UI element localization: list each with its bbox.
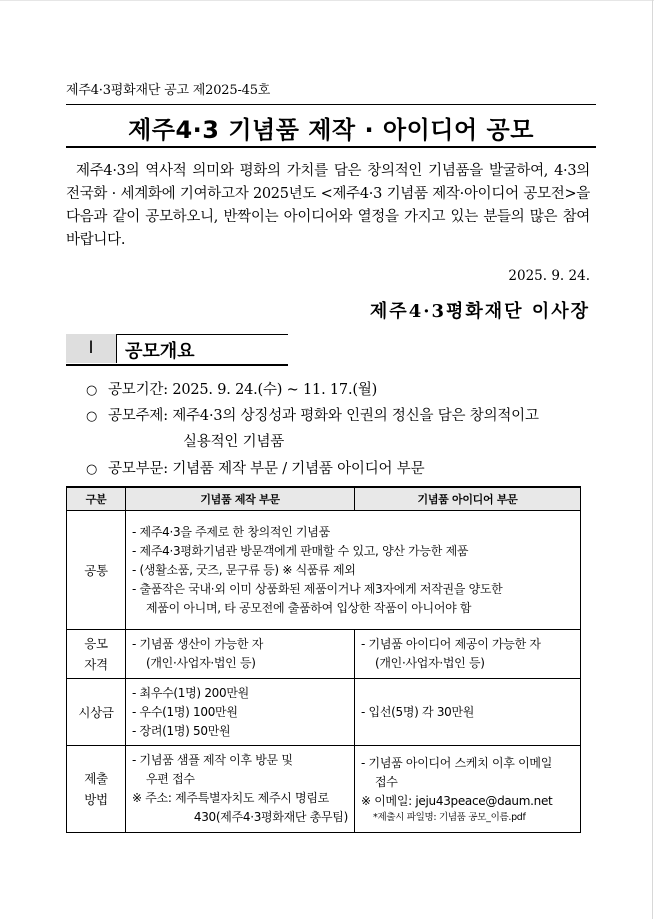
submission-production-line: ※ 주소: 제주특별자치도 제주시 명림로: [132, 791, 329, 805]
eligibility-idea: [355, 630, 581, 679]
submission-label-1: 제출: [84, 771, 108, 786]
submission-idea: [355, 746, 581, 833]
table-row-common: [67, 511, 581, 630]
bullet-theme: [86, 404, 539, 425]
eligibility-label-1: 응모: [84, 636, 108, 651]
prize-idea: - 입선(5명) 각 30만원: [355, 679, 581, 746]
circle-bullet-icon: ○: [86, 409, 98, 424]
category-text: 공모부문: 기념품 제작 부문 / 기념품 아이디어 부문: [108, 461, 425, 477]
submission-label-2: 방법: [84, 792, 108, 807]
common-cell: [126, 511, 581, 630]
eligibility-production: [126, 630, 355, 679]
row-label-common: 공통: [67, 511, 126, 630]
header-production: 기념품 제작 부문: [126, 487, 355, 511]
row-label-eligibility: [67, 630, 126, 679]
circle-bullet-icon: ○: [86, 462, 98, 477]
table-row-submission: [67, 746, 581, 833]
common-line: - (생활소품, 굿즈, 문구류 등) ※ 식품류 제외: [132, 562, 356, 577]
prize-production: [126, 679, 355, 746]
common-line: - 제주4·3을 주제로 한 창의적인 기념품: [132, 524, 330, 539]
prize-line: - 우수(1명) 100만원: [132, 704, 238, 719]
announcement-date: 2025. 9. 24.: [508, 268, 590, 284]
header-kind: 구분: [67, 487, 126, 511]
page-right-border: [652, 0, 653, 919]
contest-overview-table: [66, 486, 581, 833]
page-title: 제주4·3 기념품 제작 · 아이디어 공모: [128, 116, 534, 144]
notice-number: 제주4·3평화재단 공고 제2025-45호: [66, 83, 271, 98]
theme-continuation: 실용적인 기념품: [183, 434, 285, 450]
eligibility-label-2: 자격: [84, 657, 108, 672]
submission-idea-line: - 기념품 아이디어 스케치 이후 이메일: [361, 755, 552, 770]
submission-email: ※ 이메일: jeju43peace@daum.net: [361, 793, 553, 808]
title-bottom-rule: [66, 146, 596, 148]
common-line: 제품이 아니며, 타 공모전에 출품하여 입상한 작품이 아니어야 함: [146, 600, 472, 615]
eligibility-production-line: (개인·사업자·법인 등): [146, 656, 256, 670]
circle-bullet-icon: ○: [86, 383, 98, 398]
common-line: - 제주4·3평화기념관 방문객에게 판매할 수 있고, 양산 가능한 제품: [132, 543, 469, 558]
common-line: - 출품작은 국내·외 이미 상품화된 제품이거나 제3자에게 저작권을 양도한: [132, 581, 503, 596]
eligibility-production-line: - 기념품 생산이 가능한 자: [132, 637, 264, 651]
bullet-category: [86, 457, 424, 478]
prize-line: - 장려(1명) 50만원: [132, 723, 231, 738]
eligibility-idea-line: (개인·사업자·법인 등): [375, 656, 485, 670]
submission-production-line: 우편 접수: [146, 772, 195, 786]
row-label-prize: 시상금: [67, 679, 126, 746]
prize-line: - 최우수(1명) 200만원: [132, 685, 249, 700]
eligibility-idea-line: - 기념품 아이디어 제공이 가능한 자: [361, 637, 541, 651]
period-text: 공모기간: 2025. 9. 24.(수) ~ 11. 17.(월): [108, 382, 378, 398]
submission-production-line: 430(제주4·3평화재단 총무팀): [193, 810, 348, 824]
issuer-name: 제주4·3평화재단 이사장: [369, 301, 590, 322]
title-top-rule: [66, 104, 596, 105]
table-row-eligibility: [67, 630, 581, 679]
submission-production: [126, 746, 355, 833]
bullet-period: [86, 378, 377, 399]
table-header-row: [67, 487, 581, 511]
section-title: 공모개요: [125, 341, 195, 362]
submission-production-line: - 기념품 샘플 제작 이후 방문 및: [132, 753, 293, 767]
submission-idea-line: 접수: [375, 774, 398, 789]
intro-paragraph: 제주4·3의 역사적 의미와 평화의 가치를 담은 창의적인 기념품을 발굴하여, 4·3의 전국화 · 세계화에 기여하고자 2025년도 <제주4·3 기념품 제작·아이디어 공모전>을 다음과 같이 공모하오니, 반짝이는 아이디어와 열정을 가지고 있는 분들의 많은 참여 바랍니다.: [66, 163, 590, 248]
section-number: Ⅰ: [88, 338, 94, 358]
table-row-prize: [67, 679, 581, 746]
header-idea: 기념품 아이디어 부문: [355, 487, 581, 511]
theme-text: 공모주제: 제주4·3의 상징성과 평화와 인권의 정신을 담은 창의적이고: [108, 408, 539, 424]
submission-filename-note: *제출시 파일명: 기념품 공모_이름.pdf: [373, 811, 526, 823]
row-label-submission: [67, 746, 126, 833]
page-top-border: [0, 0, 654, 1]
